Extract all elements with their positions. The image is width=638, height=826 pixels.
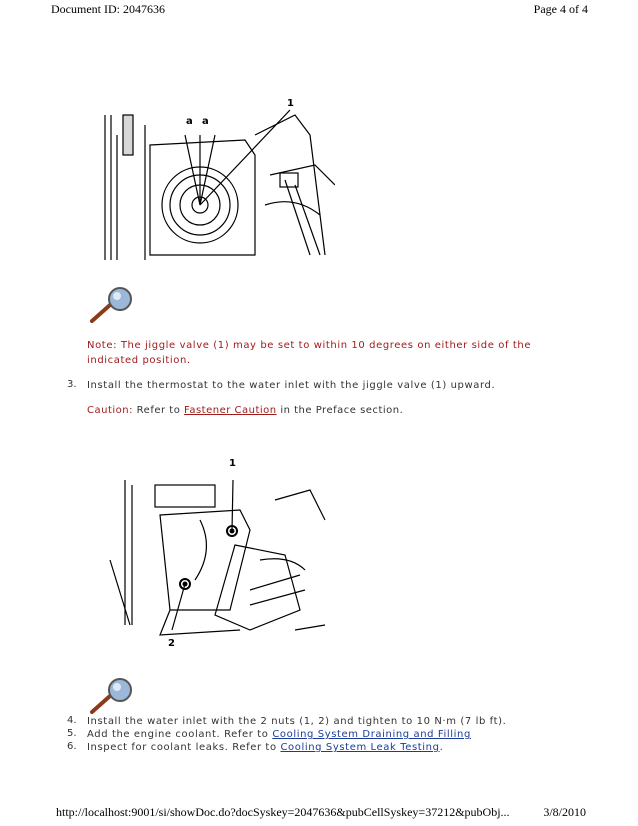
callout-a-left: a (186, 116, 193, 127)
callout-a-right: a (202, 116, 209, 127)
footer-date: 3/8/2010 (543, 805, 586, 819)
draining-filling-link[interactable]: Cooling System Draining and Filling (272, 729, 471, 740)
page-number: Page 4 of 4 (533, 2, 588, 16)
step-3-number: 3. (67, 379, 77, 390)
callout-nut-2: 2 (168, 638, 175, 649)
magnifier-icon (88, 285, 136, 325)
step-6-pre: Inspect for coolant leaks. Refer to (87, 742, 281, 753)
footer-url: http://localhost:9001/si/showDoc.do?docSyskey=2047636&pubCellSyskey=37212&pubObj... (56, 805, 510, 819)
leak-testing-link[interactable]: Cooling System Leak Testing (280, 742, 440, 753)
thermostat-illustration (95, 95, 335, 260)
step-5-text (87, 728, 471, 741)
caution-label: Caution: (87, 405, 133, 416)
note-text: The jiggle valve (1) may be set to within 10 degrees on either side of the indicated position. (87, 340, 532, 366)
caution-pre: Refer to (132, 405, 184, 416)
fastener-caution-link[interactable]: Fastener Caution (184, 405, 277, 416)
note-paragraph (87, 338, 567, 368)
step-5-number: 5. (67, 728, 77, 739)
caution-paragraph (87, 405, 403, 416)
magnifier-icon (88, 676, 136, 716)
step-5-pre: Add the engine coolant. Refer to (87, 729, 273, 740)
step-6-text (87, 741, 443, 754)
step-4-number: 4. (67, 715, 77, 726)
step-6-post: . (439, 742, 444, 753)
callout-1: 1 (287, 98, 294, 109)
caution-post: in the Preface section. (276, 405, 404, 416)
document-id: Document ID: 2047636 (51, 2, 165, 16)
step-6-number: 6. (67, 741, 77, 752)
note-label: Note: (87, 340, 118, 351)
callout-nut-1: 1 (229, 458, 236, 469)
step-3-text: Install the thermostat to the water inlet with the jiggle valve (1) upward. (87, 380, 496, 391)
step-4-text: Install the water inlet with the 2 nuts (1, 2) and tighten to 10 N·m (7 lb ft). (87, 716, 507, 727)
water-inlet-illustration (100, 460, 330, 650)
